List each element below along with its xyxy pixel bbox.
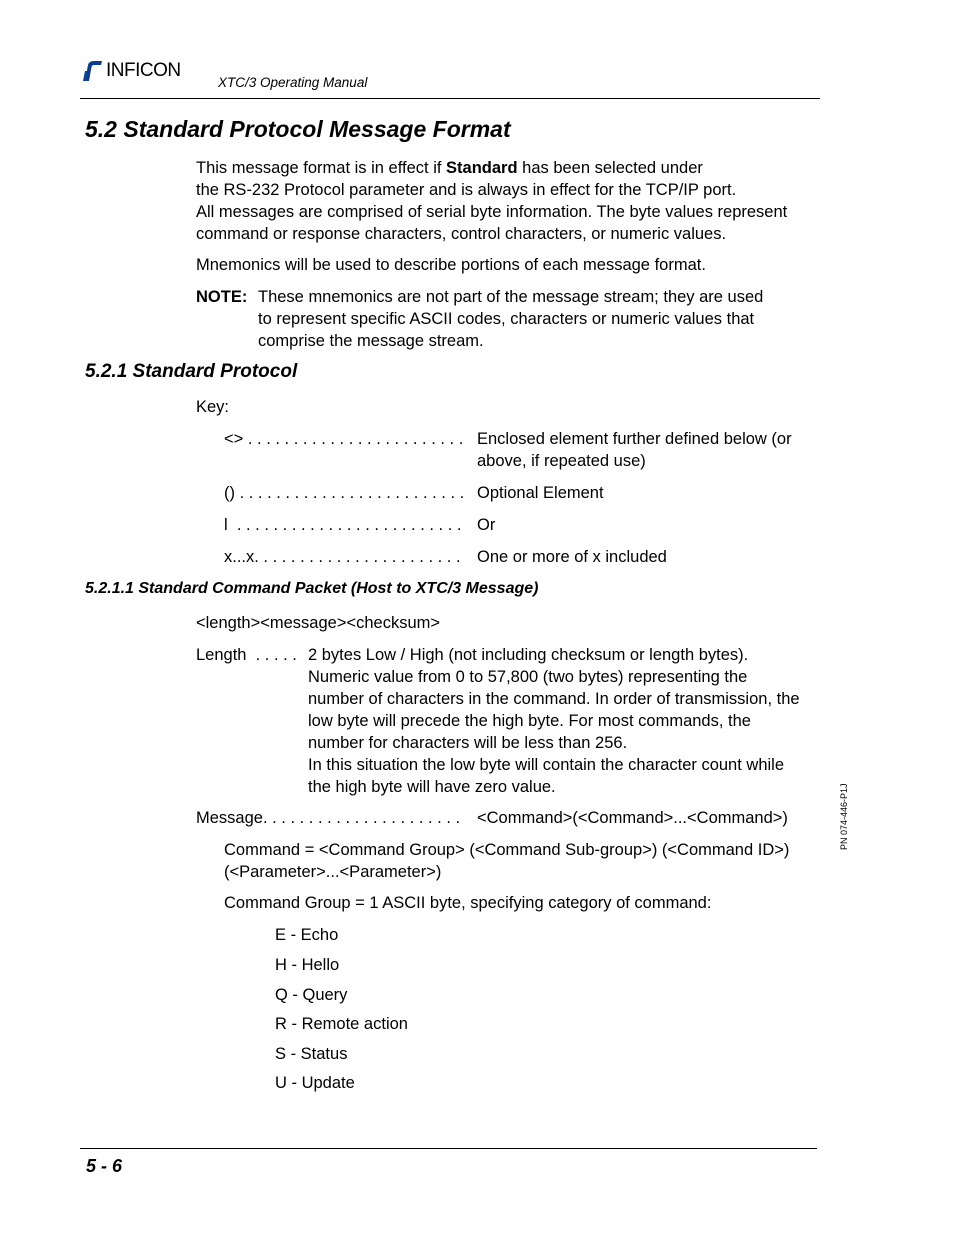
inficon-logo-mark-icon [82,59,104,83]
key-desc: Or [477,516,496,534]
page-number: 5 - 6 [86,1156,123,1176]
key-label: Key: [196,398,230,416]
note-text: These mnemonics are not part of the message stream; they are used to represent specific ASCII codes, characters or numeric values that comprise the message stream. [258,288,764,350]
list-item: H - Hello [275,956,340,974]
note-label: NOTE: [196,288,248,306]
key-term: l . . . . . . . . . . . . . . . . . . . . . . . . . [224,516,462,534]
key-desc: Optional Element [477,484,604,502]
length-label: Length . . . . . [196,646,297,664]
key-term: x...x. . . . . . . . . . . . . . . . . . . . . . . [224,548,461,566]
key-desc: Enclosed element further defined below (or above, if repeated use) [477,430,792,470]
length-description: 2 bytes Low / High (not including checksum or length bytes). Numeric value from 0 to 57,800 (two bytes) representing the number of characters in the command. In order of transmission, the low byte will precede the high byte. For most commands, the number for characters will be less than 256. In this situation the low byte will contain the character count while the high byte will have zero value. [308,646,800,796]
list-item: R - Remote action [275,1015,408,1033]
subsubsection-title: 5.2.1.1 Standard Command Packet (Host to XTC/3 Message) [85,580,539,597]
inficon-logo [82,59,198,83]
subsection-title: 5.2.1 Standard Protocol [85,361,298,382]
section-title: 5.2 Standard Protocol Message Format [85,116,511,142]
packet-format: <length><message><checksum> [196,614,440,632]
header-rule [80,98,820,99]
message-label: Message. . . . . . . . . . . . . . . . . . . . . . [196,809,461,827]
manual-title: XTC/3 Operating Manual [218,75,368,90]
message-value: <Command>(<Command>...<Command>) [477,809,788,827]
key-desc: One or more of x included [477,548,667,566]
list-item: U - Update [275,1074,355,1092]
key-term: () . . . . . . . . . . . . . . . . . . . . . . . . . [224,484,465,502]
command-group-list [275,924,408,1102]
mnemonics-paragraph: Mnemonics will be used to describe portions of each message format. [196,256,706,274]
intro-paragraph: This message format is in effect if Standard has been selected under the RS-232 Protocol parameter and is always in effect for the TCP/IP port. All messages are comprised of serial byte information. The byte values represent command or response characters, control characters, or numeric values. [196,159,788,243]
footer-rule [80,1148,817,1149]
list-item: Q - Query [275,986,348,1004]
command-definition: Command = <Command Group> (<Command Sub-group>) (<Command ID>) (<Parameter>...<Parameter>) [224,841,790,881]
command-group-definition: Command Group = 1 ASCII byte, specifying category of command: [224,894,712,912]
list-item: E - Echo [275,926,339,944]
key-term: <> . . . . . . . . . . . . . . . . . . . . . . . . [224,430,464,448]
list-item: S - Status [275,1045,348,1063]
part-number: PN 074-446-P1J [839,783,849,850]
logo-text: INFICON [106,60,181,81]
